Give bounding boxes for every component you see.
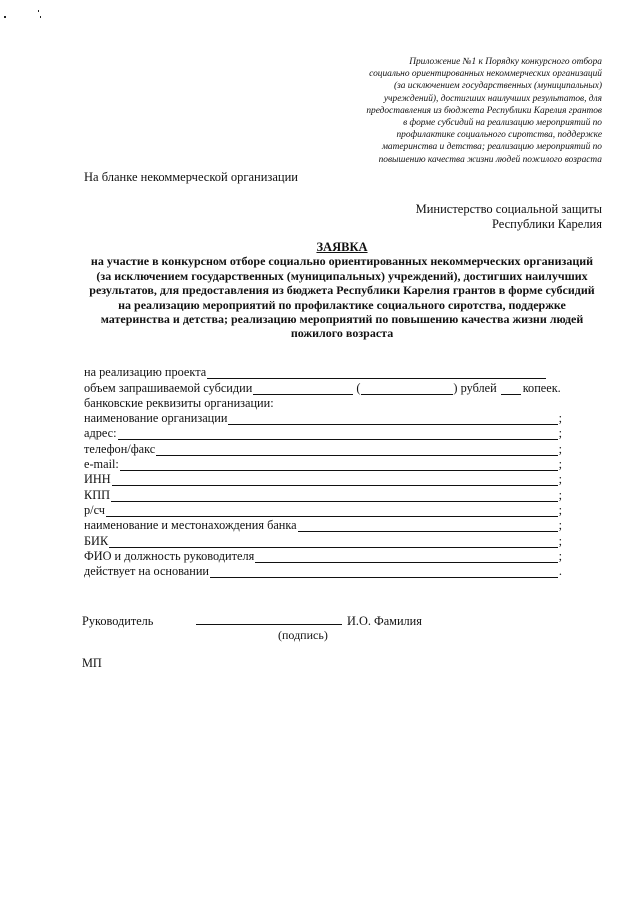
- application-form: [84, 364, 562, 578]
- signature-caption: (подпись): [278, 628, 328, 642]
- scan-speck: [4, 16, 6, 18]
- document-subtitle-line: результатов, для предоставления из бюджета Республики Карелия грантов в форме субсидий: [89, 283, 595, 298]
- field-terminator: ;: [558, 533, 562, 548]
- document-subtitle-line: на участие в конкурсном отборе социально ориентированных некоммерческих организаций: [90, 254, 594, 269]
- project-row: [84, 364, 562, 379]
- field-label: телефон/факс: [84, 441, 156, 456]
- document-subtitle-line: (за исключением государственных (муниципальных) учреждений), достигших наилучших: [96, 268, 588, 283]
- document-title: ЗАЯВКА: [316, 240, 368, 254]
- appendix-line: Приложение №1 к Порядку конкурсного отбора: [409, 57, 602, 67]
- appendix-line: (за исключением государственных (муниципальных): [393, 81, 602, 92]
- field-terminator: ;: [558, 487, 562, 502]
- field-fill-line[interactable]: [255, 551, 557, 563]
- appendix-line: материнства и детства; реализацию мероприятий по: [381, 142, 602, 153]
- open-paren: (: [356, 380, 361, 395]
- field-terminator: ;: [558, 441, 562, 456]
- form-field-row: [84, 425, 562, 440]
- field-terminator: ;: [558, 426, 562, 441]
- field-fill-line[interactable]: [111, 490, 558, 502]
- field-fill-line[interactable]: [109, 536, 557, 548]
- form-field-row: [84, 532, 562, 547]
- field-terminator: ;: [558, 472, 562, 487]
- field-label: ИНН: [84, 472, 111, 487]
- field-terminator: ;: [558, 457, 562, 472]
- field-fill-line[interactable]: [112, 474, 558, 486]
- form-field-row: [84, 456, 562, 471]
- field-terminator: .: [558, 564, 562, 579]
- form-field-row: [84, 502, 562, 517]
- field-fill-line[interactable]: [156, 444, 557, 456]
- field-terminator: ;: [558, 518, 562, 533]
- seal-label: МП: [82, 656, 102, 670]
- form-field-row: [84, 563, 562, 578]
- document-subtitle-line: на реализацию мероприятий по профилактике социального сиротства, поддержке: [118, 297, 566, 312]
- signatory-name: И.О. Фамилия: [347, 614, 422, 628]
- field-fill-line[interactable]: [120, 459, 558, 471]
- subsidy-words-line[interactable]: [361, 383, 453, 395]
- form-field-row: [84, 440, 562, 455]
- field-fill-line[interactable]: [210, 566, 558, 578]
- bank-details-label: банковские реквизиты организации:: [84, 395, 274, 410]
- kopecks-label: копеек.: [522, 380, 561, 395]
- appendix-line: в форме субсидий на реализацию мероприятий по: [403, 118, 602, 129]
- project-label: на реализацию проекта: [84, 365, 207, 380]
- field-label: действует на основании: [84, 564, 210, 579]
- letterhead-note: На бланке некоммерческой организации: [84, 170, 298, 184]
- project-fill-line[interactable]: [207, 367, 546, 379]
- field-fill-line[interactable]: [228, 413, 557, 425]
- appendix-line: повышению качества жизни людей пожилого возраста: [378, 154, 602, 165]
- signatory-title: Руководитель: [82, 614, 154, 628]
- signature-line[interactable]: [196, 624, 342, 625]
- subsidy-label: объем запрашиваемой субсидии: [84, 380, 253, 395]
- field-terminator: ;: [558, 548, 562, 563]
- field-label: наименование организации: [84, 411, 228, 426]
- subsidy-row: [84, 379, 562, 394]
- recipient-line: Министерство социальной защиты: [415, 202, 602, 216]
- field-terminator: ;: [558, 411, 562, 426]
- field-terminator: ;: [558, 502, 562, 517]
- field-label: адрес:: [84, 426, 117, 441]
- scan-speck: [38, 10, 39, 12]
- recipient-block: [380, 202, 602, 232]
- field-label: наименование и местонахождения банка: [84, 518, 297, 533]
- appendix-line: профилактике социального сиротства, поддержке: [396, 130, 602, 141]
- field-label: ФИО и должность руководителя: [84, 548, 255, 563]
- document-subtitle-line: пожилого возраста: [290, 326, 394, 341]
- form-field-row: [84, 471, 562, 486]
- appendix-line: предоставления из бюджета Республики Карелия грантов: [366, 105, 602, 116]
- field-fill-line[interactable]: [106, 505, 558, 517]
- document-heading: [82, 240, 602, 341]
- appendix-line: социально ориентированных некоммерческих организаций: [369, 69, 602, 80]
- subsidy-amount-line[interactable]: [253, 383, 353, 395]
- field-fill-line[interactable]: [118, 428, 558, 440]
- document-subtitle-line: материнства и детства; реализацию мероприятий по повышению качества жизни людей: [100, 312, 584, 327]
- appendix-note: [330, 56, 602, 166]
- form-field-row: [84, 517, 562, 532]
- form-field-row: [84, 548, 562, 563]
- scan-speck: [40, 16, 41, 18]
- field-label: e-mail:: [84, 457, 119, 472]
- recipient-line: Республики Карелия: [491, 217, 602, 231]
- field-fill-line[interactable]: [298, 520, 558, 532]
- form-field-row: [84, 410, 562, 425]
- form-field-row: [84, 486, 562, 501]
- rubles-label: ) рублей: [453, 380, 497, 395]
- bank-details-row: [84, 395, 562, 410]
- field-label: р/сч: [84, 502, 105, 517]
- field-label: КПП: [84, 487, 110, 502]
- field-label: БИК: [84, 533, 109, 548]
- kopecks-line[interactable]: [501, 383, 521, 395]
- appendix-line: учреждений), достигших наилучших результатов, для: [383, 93, 602, 104]
